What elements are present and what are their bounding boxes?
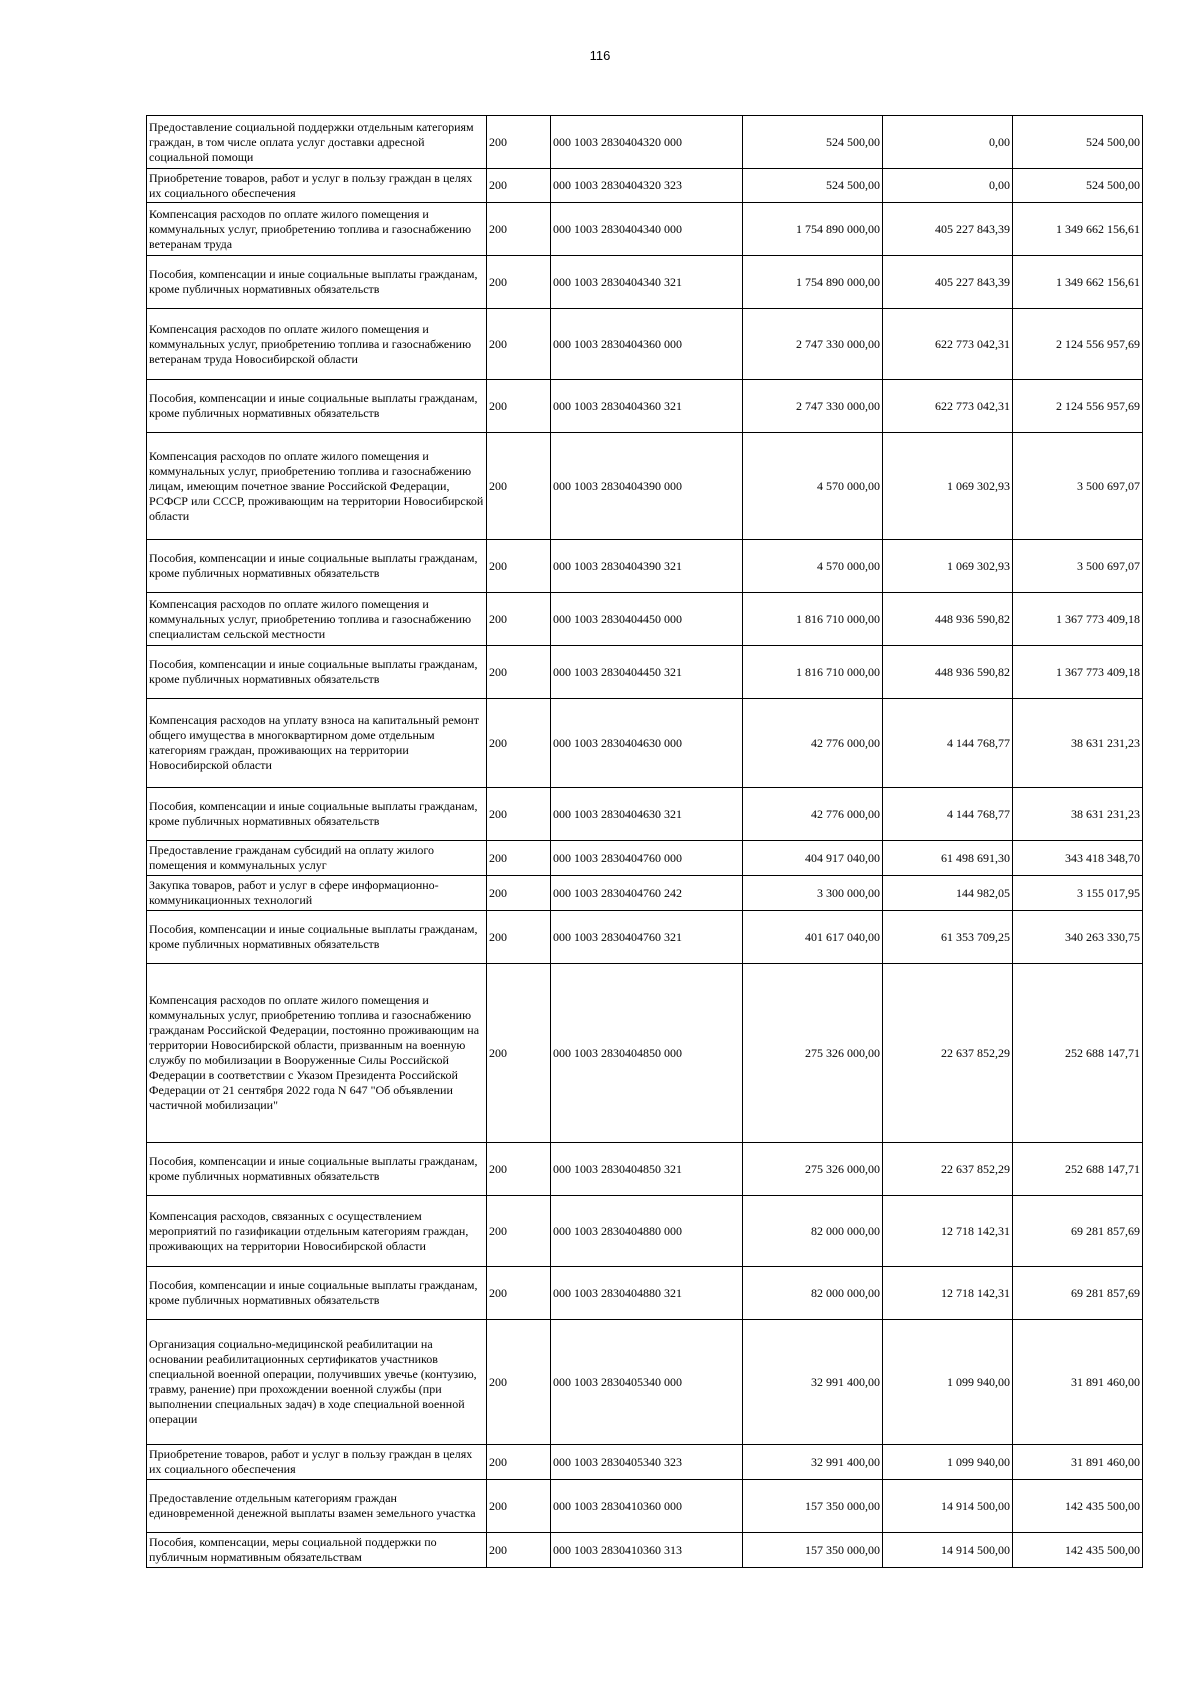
row-approved-amount-cell: 524 500,00 — [743, 116, 883, 169]
row-approved-amount-cell: 275 326 000,00 — [743, 1143, 883, 1196]
row-approved-amount-cell: 3 300 000,00 — [743, 876, 883, 911]
row-classification-code-cell: 000 1003 2830404450 000 — [551, 593, 743, 646]
row-classification-code-cell: 000 1003 2830404450 321 — [551, 646, 743, 699]
row-approved-amount-cell: 404 917 040,00 — [743, 841, 883, 876]
row-remaining-amount-cell: 524 500,00 — [1013, 169, 1143, 203]
row-classification-code-cell: 000 1003 2830404630 321 — [551, 788, 743, 841]
row-remaining-amount-cell: 1 367 773 409,18 — [1013, 646, 1143, 699]
row-classification-code-cell: 000 1003 2830404340 000 — [551, 203, 743, 256]
row-admin-code-cell: 200 — [487, 1143, 551, 1196]
row-approved-amount-cell: 401 617 040,00 — [743, 911, 883, 964]
row-admin-code-cell: 200 — [487, 1533, 551, 1568]
table-row — [147, 380, 1143, 433]
row-classification-code-cell: 000 1003 2830404850 000 — [551, 964, 743, 1143]
table-row — [147, 1267, 1143, 1320]
row-executed-amount-cell: 622 773 042,31 — [883, 309, 1013, 380]
row-name-cell: Приобретение товаров, работ и услуг в пользу граждан в целях их социального обеспечения — [147, 1445, 487, 1480]
row-executed-amount-cell: 1 069 302,93 — [883, 433, 1013, 540]
row-approved-amount-cell: 4 570 000,00 — [743, 433, 883, 540]
row-approved-amount-cell: 524 500,00 — [743, 169, 883, 203]
row-admin-code-cell: 200 — [487, 1320, 551, 1445]
row-admin-code-cell: 200 — [487, 1480, 551, 1533]
row-admin-code-cell: 200 — [487, 964, 551, 1143]
row-approved-amount-cell: 82 000 000,00 — [743, 1267, 883, 1320]
row-classification-code-cell: 000 1003 2830405340 323 — [551, 1445, 743, 1480]
row-name-cell: Пособия, компенсации и иные социальные выплаты гражданам, кроме публичных нормативных обязательств — [147, 540, 487, 593]
row-name-cell: Закупка товаров, работ и услуг в сфере информационно-коммуникационных технологий — [147, 876, 487, 911]
row-admin-code-cell: 200 — [487, 1267, 551, 1320]
row-approved-amount-cell: 1 816 710 000,00 — [743, 593, 883, 646]
row-approved-amount-cell: 32 991 400,00 — [743, 1320, 883, 1445]
table-row — [147, 646, 1143, 699]
row-approved-amount-cell: 157 350 000,00 — [743, 1533, 883, 1568]
table-row — [147, 169, 1143, 203]
table-row — [147, 433, 1143, 540]
row-name-cell: Компенсация расходов на уплату взноса на капитальный ремонт общего имущества в многоквартирном доме отдельным категориям граждан, проживающих на территории Новосибирской области — [147, 699, 487, 788]
row-admin-code-cell: 200 — [487, 911, 551, 964]
table-row — [147, 1445, 1143, 1480]
row-admin-code-cell: 200 — [487, 1196, 551, 1267]
row-classification-code-cell: 000 1003 2830404360 321 — [551, 380, 743, 433]
row-approved-amount-cell: 82 000 000,00 — [743, 1196, 883, 1267]
row-executed-amount-cell: 22 637 852,29 — [883, 964, 1013, 1143]
row-classification-code-cell: 000 1003 2830405340 000 — [551, 1320, 743, 1445]
row-name-cell: Пособия, компенсации и иные социальные выплаты гражданам, кроме публичных нормативных обязательств — [147, 788, 487, 841]
budget-table — [146, 115, 1143, 1568]
row-executed-amount-cell: 144 982,05 — [883, 876, 1013, 911]
row-remaining-amount-cell: 69 281 857,69 — [1013, 1196, 1143, 1267]
row-executed-amount-cell: 1 069 302,93 — [883, 540, 1013, 593]
row-admin-code-cell: 200 — [487, 699, 551, 788]
row-executed-amount-cell: 0,00 — [883, 169, 1013, 203]
table-row — [147, 116, 1143, 169]
row-executed-amount-cell: 61 498 691,30 — [883, 841, 1013, 876]
row-name-cell: Компенсация расходов, связанных с осуществлением мероприятий по газификации отдельным категориям граждан, проживающих на территории Новосибирской области — [147, 1196, 487, 1267]
row-classification-code-cell: 000 1003 2830404850 321 — [551, 1143, 743, 1196]
row-remaining-amount-cell: 2 124 556 957,69 — [1013, 309, 1143, 380]
row-executed-amount-cell: 1 099 940,00 — [883, 1320, 1013, 1445]
row-remaining-amount-cell: 340 263 330,75 — [1013, 911, 1143, 964]
row-admin-code-cell: 200 — [487, 788, 551, 841]
row-approved-amount-cell: 42 776 000,00 — [743, 699, 883, 788]
row-executed-amount-cell: 0,00 — [883, 116, 1013, 169]
row-executed-amount-cell: 12 718 142,31 — [883, 1196, 1013, 1267]
row-executed-amount-cell: 1 099 940,00 — [883, 1445, 1013, 1480]
row-remaining-amount-cell: 1 349 662 156,61 — [1013, 203, 1143, 256]
table-row — [147, 203, 1143, 256]
row-admin-code-cell: 200 — [487, 876, 551, 911]
row-executed-amount-cell: 14 914 500,00 — [883, 1480, 1013, 1533]
row-remaining-amount-cell: 3 155 017,95 — [1013, 876, 1143, 911]
row-name-cell: Компенсация расходов по оплате жилого помещения и коммунальных услуг, приобретению топлива и газоснабжению лицам, имеющим почетное звание Российской Федерации, РСФСР или СССР, проживающим на территории Новосибирской области — [147, 433, 487, 540]
row-name-cell: Пособия, компенсации и иные социальные выплаты гражданам, кроме публичных нормативных обязательств — [147, 911, 487, 964]
row-approved-amount-cell: 4 570 000,00 — [743, 540, 883, 593]
row-remaining-amount-cell: 3 500 697,07 — [1013, 540, 1143, 593]
row-admin-code-cell: 200 — [487, 646, 551, 699]
row-classification-code-cell: 000 1003 2830404880 321 — [551, 1267, 743, 1320]
row-admin-code-cell: 200 — [487, 593, 551, 646]
row-admin-code-cell: 200 — [487, 433, 551, 540]
table-row — [147, 876, 1143, 911]
row-name-cell: Компенсация расходов по оплате жилого помещения и коммунальных услуг, приобретению топлива и газоснабжению гражданам Российской Федерации, постоянно проживающим на территории Новосибирской области, призванным на военную службу по мобилизации в Вооруженные Силы Российской Федерации в соответствии с Указом Президента Российской Федерации от 21 сентября 2022 года N 647 "Об объявлении частичной мобилизации" — [147, 964, 487, 1143]
row-executed-amount-cell: 4 144 768,77 — [883, 788, 1013, 841]
row-executed-amount-cell: 61 353 709,25 — [883, 911, 1013, 964]
row-executed-amount-cell: 22 637 852,29 — [883, 1143, 1013, 1196]
row-remaining-amount-cell: 2 124 556 957,69 — [1013, 380, 1143, 433]
row-approved-amount-cell: 157 350 000,00 — [743, 1480, 883, 1533]
table-row — [147, 911, 1143, 964]
row-admin-code-cell: 200 — [487, 256, 551, 309]
row-admin-code-cell: 200 — [487, 203, 551, 256]
table-row — [147, 309, 1143, 380]
row-remaining-amount-cell: 31 891 460,00 — [1013, 1445, 1143, 1480]
row-approved-amount-cell: 1 754 890 000,00 — [743, 203, 883, 256]
row-remaining-amount-cell: 38 631 231,23 — [1013, 699, 1143, 788]
row-approved-amount-cell: 1 754 890 000,00 — [743, 256, 883, 309]
row-admin-code-cell: 200 — [487, 380, 551, 433]
row-classification-code-cell: 000 1003 2830410360 000 — [551, 1480, 743, 1533]
row-name-cell: Предоставление социальной поддержки отдельным категориям граждан, в том числе оплата услуг доставки адресной социальной помощи — [147, 116, 487, 169]
table-body — [147, 116, 1143, 1568]
row-name-cell: Пособия, компенсации, меры социальной поддержки по публичным нормативным обязательствам — [147, 1533, 487, 1568]
row-name-cell: Пособия, компенсации и иные социальные выплаты гражданам, кроме публичных нормативных обязательств — [147, 380, 487, 433]
row-admin-code-cell: 200 — [487, 1445, 551, 1480]
row-approved-amount-cell: 2 747 330 000,00 — [743, 309, 883, 380]
table-row — [147, 256, 1143, 309]
table-row — [147, 1533, 1143, 1568]
table-row — [147, 1480, 1143, 1533]
row-approved-amount-cell: 275 326 000,00 — [743, 964, 883, 1143]
table-row — [147, 964, 1143, 1143]
table-row — [147, 1196, 1143, 1267]
row-remaining-amount-cell: 31 891 460,00 — [1013, 1320, 1143, 1445]
row-executed-amount-cell: 622 773 042,31 — [883, 380, 1013, 433]
page-number: 116 — [589, 48, 611, 63]
row-executed-amount-cell: 12 718 142,31 — [883, 1267, 1013, 1320]
row-classification-code-cell: 000 1003 2830404880 000 — [551, 1196, 743, 1267]
row-classification-code-cell: 000 1003 2830410360 313 — [551, 1533, 743, 1568]
table-row — [147, 841, 1143, 876]
row-executed-amount-cell: 448 936 590,82 — [883, 646, 1013, 699]
row-name-cell: Организация социально-медицинской реабилитации на основании реабилитационных сертификатов участников специальной военной операции, получивших увечье (контузию, травму, ранение) при прохождении военной службы (при выполнении специальных задач) в ходе специальной военной операции — [147, 1320, 487, 1445]
table-row — [147, 699, 1143, 788]
table-row — [147, 1320, 1143, 1445]
table-row — [147, 540, 1143, 593]
row-remaining-amount-cell: 142 435 500,00 — [1013, 1480, 1143, 1533]
table-row — [147, 1143, 1143, 1196]
row-name-cell: Компенсация расходов по оплате жилого помещения и коммунальных услуг, приобретению топлива и газоснабжению ветеранам труда — [147, 203, 487, 256]
row-name-cell: Предоставление отдельным категориям граждан единовременной денежной выплаты взамен земельного участка — [147, 1480, 487, 1533]
row-remaining-amount-cell: 1 349 662 156,61 — [1013, 256, 1143, 309]
row-classification-code-cell: 000 1003 2830404390 000 — [551, 433, 743, 540]
row-classification-code-cell: 000 1003 2830404340 321 — [551, 256, 743, 309]
row-remaining-amount-cell: 1 367 773 409,18 — [1013, 593, 1143, 646]
row-admin-code-cell: 200 — [487, 116, 551, 169]
row-classification-code-cell: 000 1003 2830404630 000 — [551, 699, 743, 788]
row-remaining-amount-cell: 3 500 697,07 — [1013, 433, 1143, 540]
row-name-cell: Приобретение товаров, работ и услуг в пользу граждан в целях их социального обеспечения — [147, 169, 487, 203]
row-approved-amount-cell: 42 776 000,00 — [743, 788, 883, 841]
row-remaining-amount-cell: 38 631 231,23 — [1013, 788, 1143, 841]
row-classification-code-cell: 000 1003 2830404390 321 — [551, 540, 743, 593]
row-executed-amount-cell: 405 227 843,39 — [883, 203, 1013, 256]
row-admin-code-cell: 200 — [487, 169, 551, 203]
row-classification-code-cell: 000 1003 2830404760 000 — [551, 841, 743, 876]
row-admin-code-cell: 200 — [487, 841, 551, 876]
row-name-cell: Пособия, компенсации и иные социальные выплаты гражданам, кроме публичных нормативных обязательств — [147, 256, 487, 309]
row-remaining-amount-cell: 524 500,00 — [1013, 116, 1143, 169]
row-remaining-amount-cell: 252 688 147,71 — [1013, 964, 1143, 1143]
row-classification-code-cell: 000 1003 2830404760 242 — [551, 876, 743, 911]
row-name-cell: Пособия, компенсации и иные социальные выплаты гражданам, кроме публичных нормативных обязательств — [147, 1143, 487, 1196]
row-admin-code-cell: 200 — [487, 540, 551, 593]
row-classification-code-cell: 000 1003 2830404320 323 — [551, 169, 743, 203]
row-classification-code-cell: 000 1003 2830404760 321 — [551, 911, 743, 964]
row-executed-amount-cell: 448 936 590,82 — [883, 593, 1013, 646]
row-name-cell: Компенсация расходов по оплате жилого помещения и коммунальных услуг, приобретению топлива и газоснабжению специалистам сельской местности — [147, 593, 487, 646]
row-approved-amount-cell: 32 991 400,00 — [743, 1445, 883, 1480]
row-name-cell: Пособия, компенсации и иные социальные выплаты гражданам, кроме публичных нормативных обязательств — [147, 1267, 487, 1320]
row-classification-code-cell: 000 1003 2830404360 000 — [551, 309, 743, 380]
row-executed-amount-cell: 4 144 768,77 — [883, 699, 1013, 788]
row-approved-amount-cell: 1 816 710 000,00 — [743, 646, 883, 699]
table-row — [147, 593, 1143, 646]
row-remaining-amount-cell: 142 435 500,00 — [1013, 1533, 1143, 1568]
row-executed-amount-cell: 14 914 500,00 — [883, 1533, 1013, 1568]
row-name-cell: Пособия, компенсации и иные социальные выплаты гражданам, кроме публичных нормативных обязательств — [147, 646, 487, 699]
row-name-cell: Компенсация расходов по оплате жилого помещения и коммунальных услуг, приобретению топлива и газоснабжению ветеранам труда Новосибирской области — [147, 309, 487, 380]
row-executed-amount-cell: 405 227 843,39 — [883, 256, 1013, 309]
row-remaining-amount-cell: 252 688 147,71 — [1013, 1143, 1143, 1196]
row-admin-code-cell: 200 — [487, 309, 551, 380]
table-row — [147, 788, 1143, 841]
row-name-cell: Предоставление гражданам субсидий на оплату жилого помещения и коммунальных услуг — [147, 841, 487, 876]
row-remaining-amount-cell: 343 418 348,70 — [1013, 841, 1143, 876]
row-classification-code-cell: 000 1003 2830404320 000 — [551, 116, 743, 169]
row-remaining-amount-cell: 69 281 857,69 — [1013, 1267, 1143, 1320]
row-approved-amount-cell: 2 747 330 000,00 — [743, 380, 883, 433]
